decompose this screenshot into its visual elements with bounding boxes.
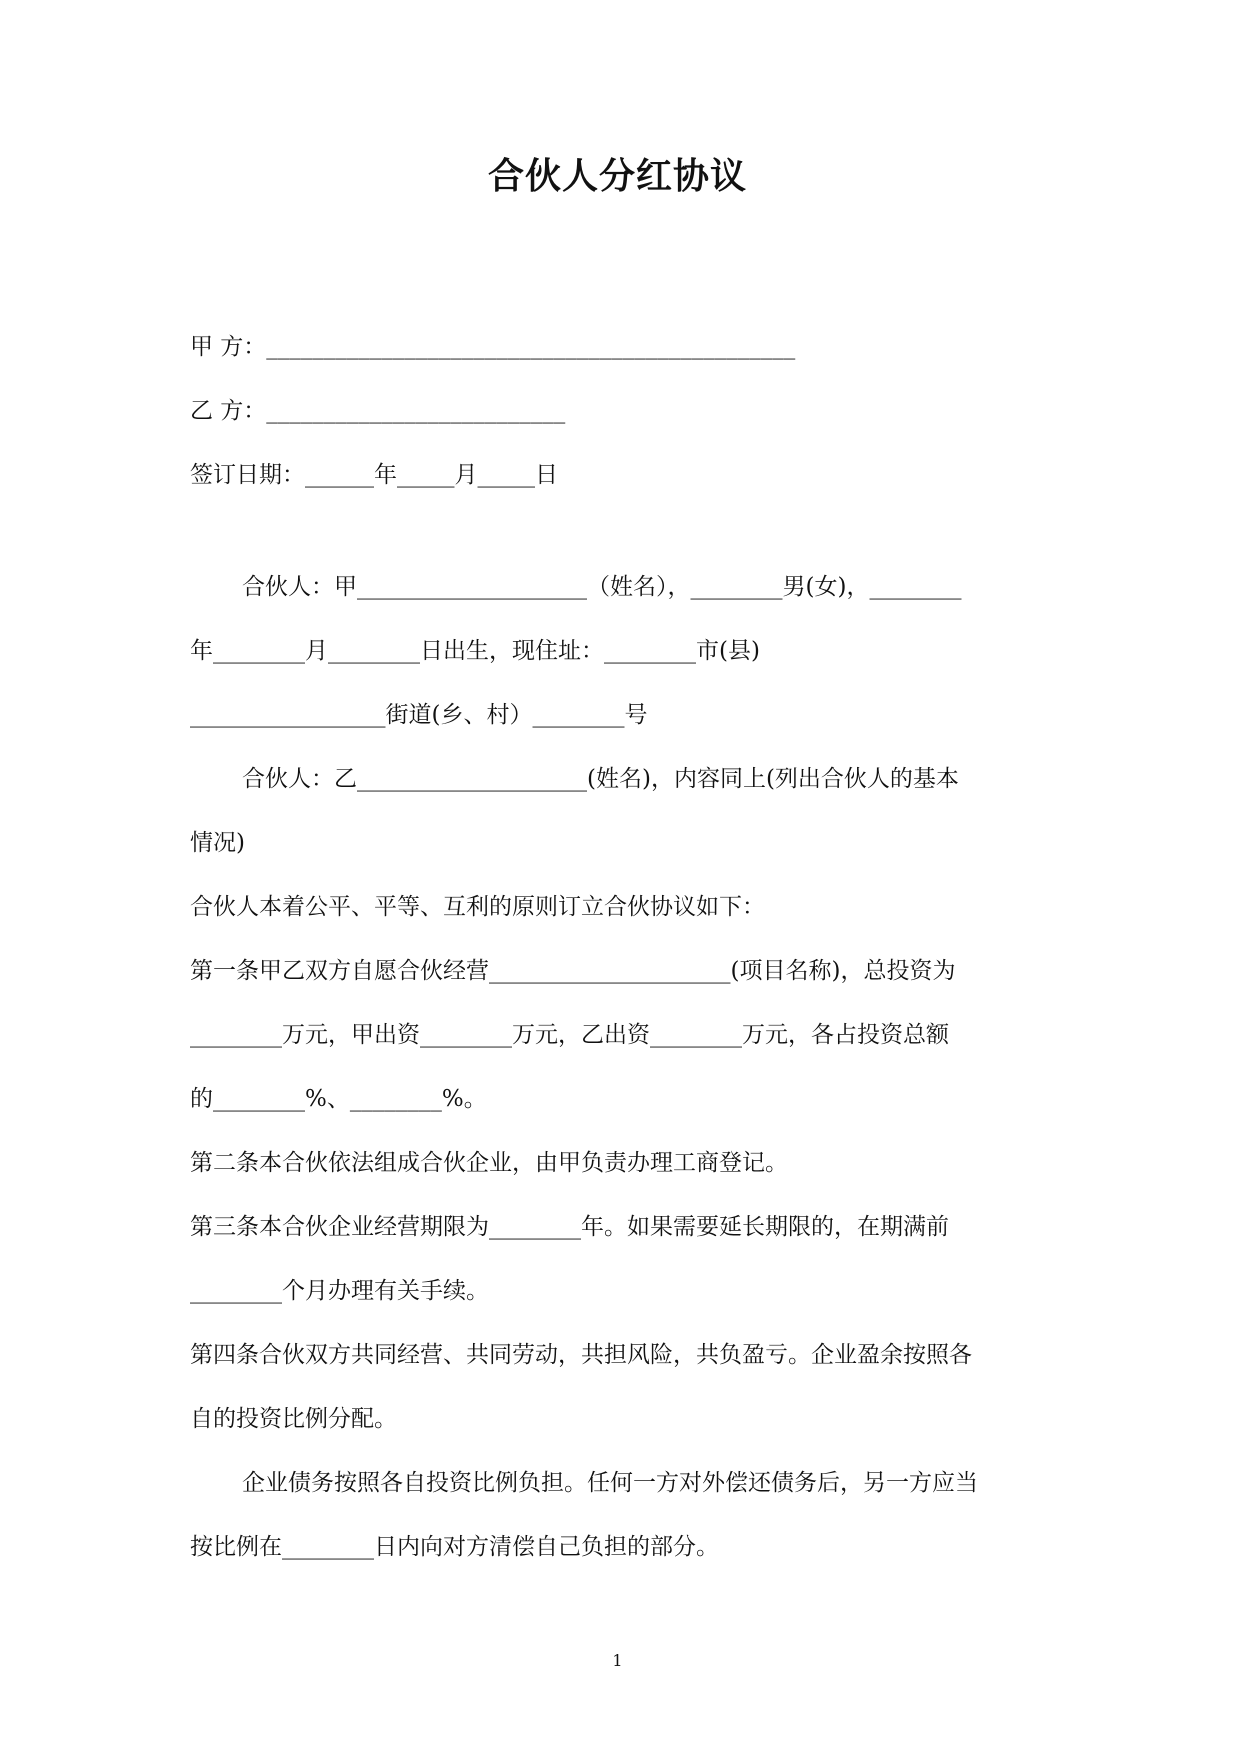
article-1-line-1: 第一条甲乙双方自愿合伙经营_____________________(项目名称)，总投资为	[190, 958, 956, 984]
article-2-line: 第二条本合伙依法组成合伙企业，由甲负责办理工商登记。	[190, 1150, 788, 1176]
partner-b-line-1: 合伙人：乙____________________(姓名)，内容同上(列出合伙人的基本	[242, 766, 959, 792]
partner-a-line-3: _________________街道(乡、村）________号	[190, 702, 648, 728]
article-4-line-1: 第四条合伙双方共同经营、共同劳动，共担风险，共负盈亏。企业盈余按照各	[190, 1342, 972, 1368]
party-a-line: 甲 方：______________________________________________	[190, 334, 796, 360]
signing-date-line: 签订日期：______年_____月_____日	[190, 462, 558, 488]
partner-a-line-2: 年________月________日出生，现住址：________市(县)	[190, 638, 760, 664]
article-3-line-1: 第三条本合伙企业经营期限为________年。如果需要延长期限的，在期满前	[190, 1214, 949, 1240]
debt-clause-line-2: 按比例在________日内向对方清偿自己负担的部分。	[190, 1534, 719, 1560]
partner-a-line-1: 合伙人：甲____________________（姓名），________男(女)，________	[242, 574, 962, 600]
party-b-line: 乙 方：__________________________	[190, 398, 566, 424]
document-title: 合伙人分红协议	[487, 155, 747, 197]
article-1-line-2: ________万元，甲出资________万元，乙出资________万元，各占投资总额	[190, 1022, 949, 1048]
article-3-line-2: ________个月办理有关手续。	[190, 1278, 489, 1304]
debt-clause-line-1: 企业债务按照各自投资比例负担。任何一方对外偿还债务后，另一方应当	[242, 1470, 978, 1496]
partner-b-line-2: 情况)	[190, 830, 245, 856]
agreement-intro-line: 合伙人本着公平、平等、互利的原则订立合伙协议如下：	[190, 894, 765, 920]
article-4-line-2: 自的投资比例分配。	[190, 1406, 397, 1432]
article-1-line-3: 的________%、________%。	[190, 1086, 487, 1112]
page-number: 1	[612, 1651, 623, 1670]
